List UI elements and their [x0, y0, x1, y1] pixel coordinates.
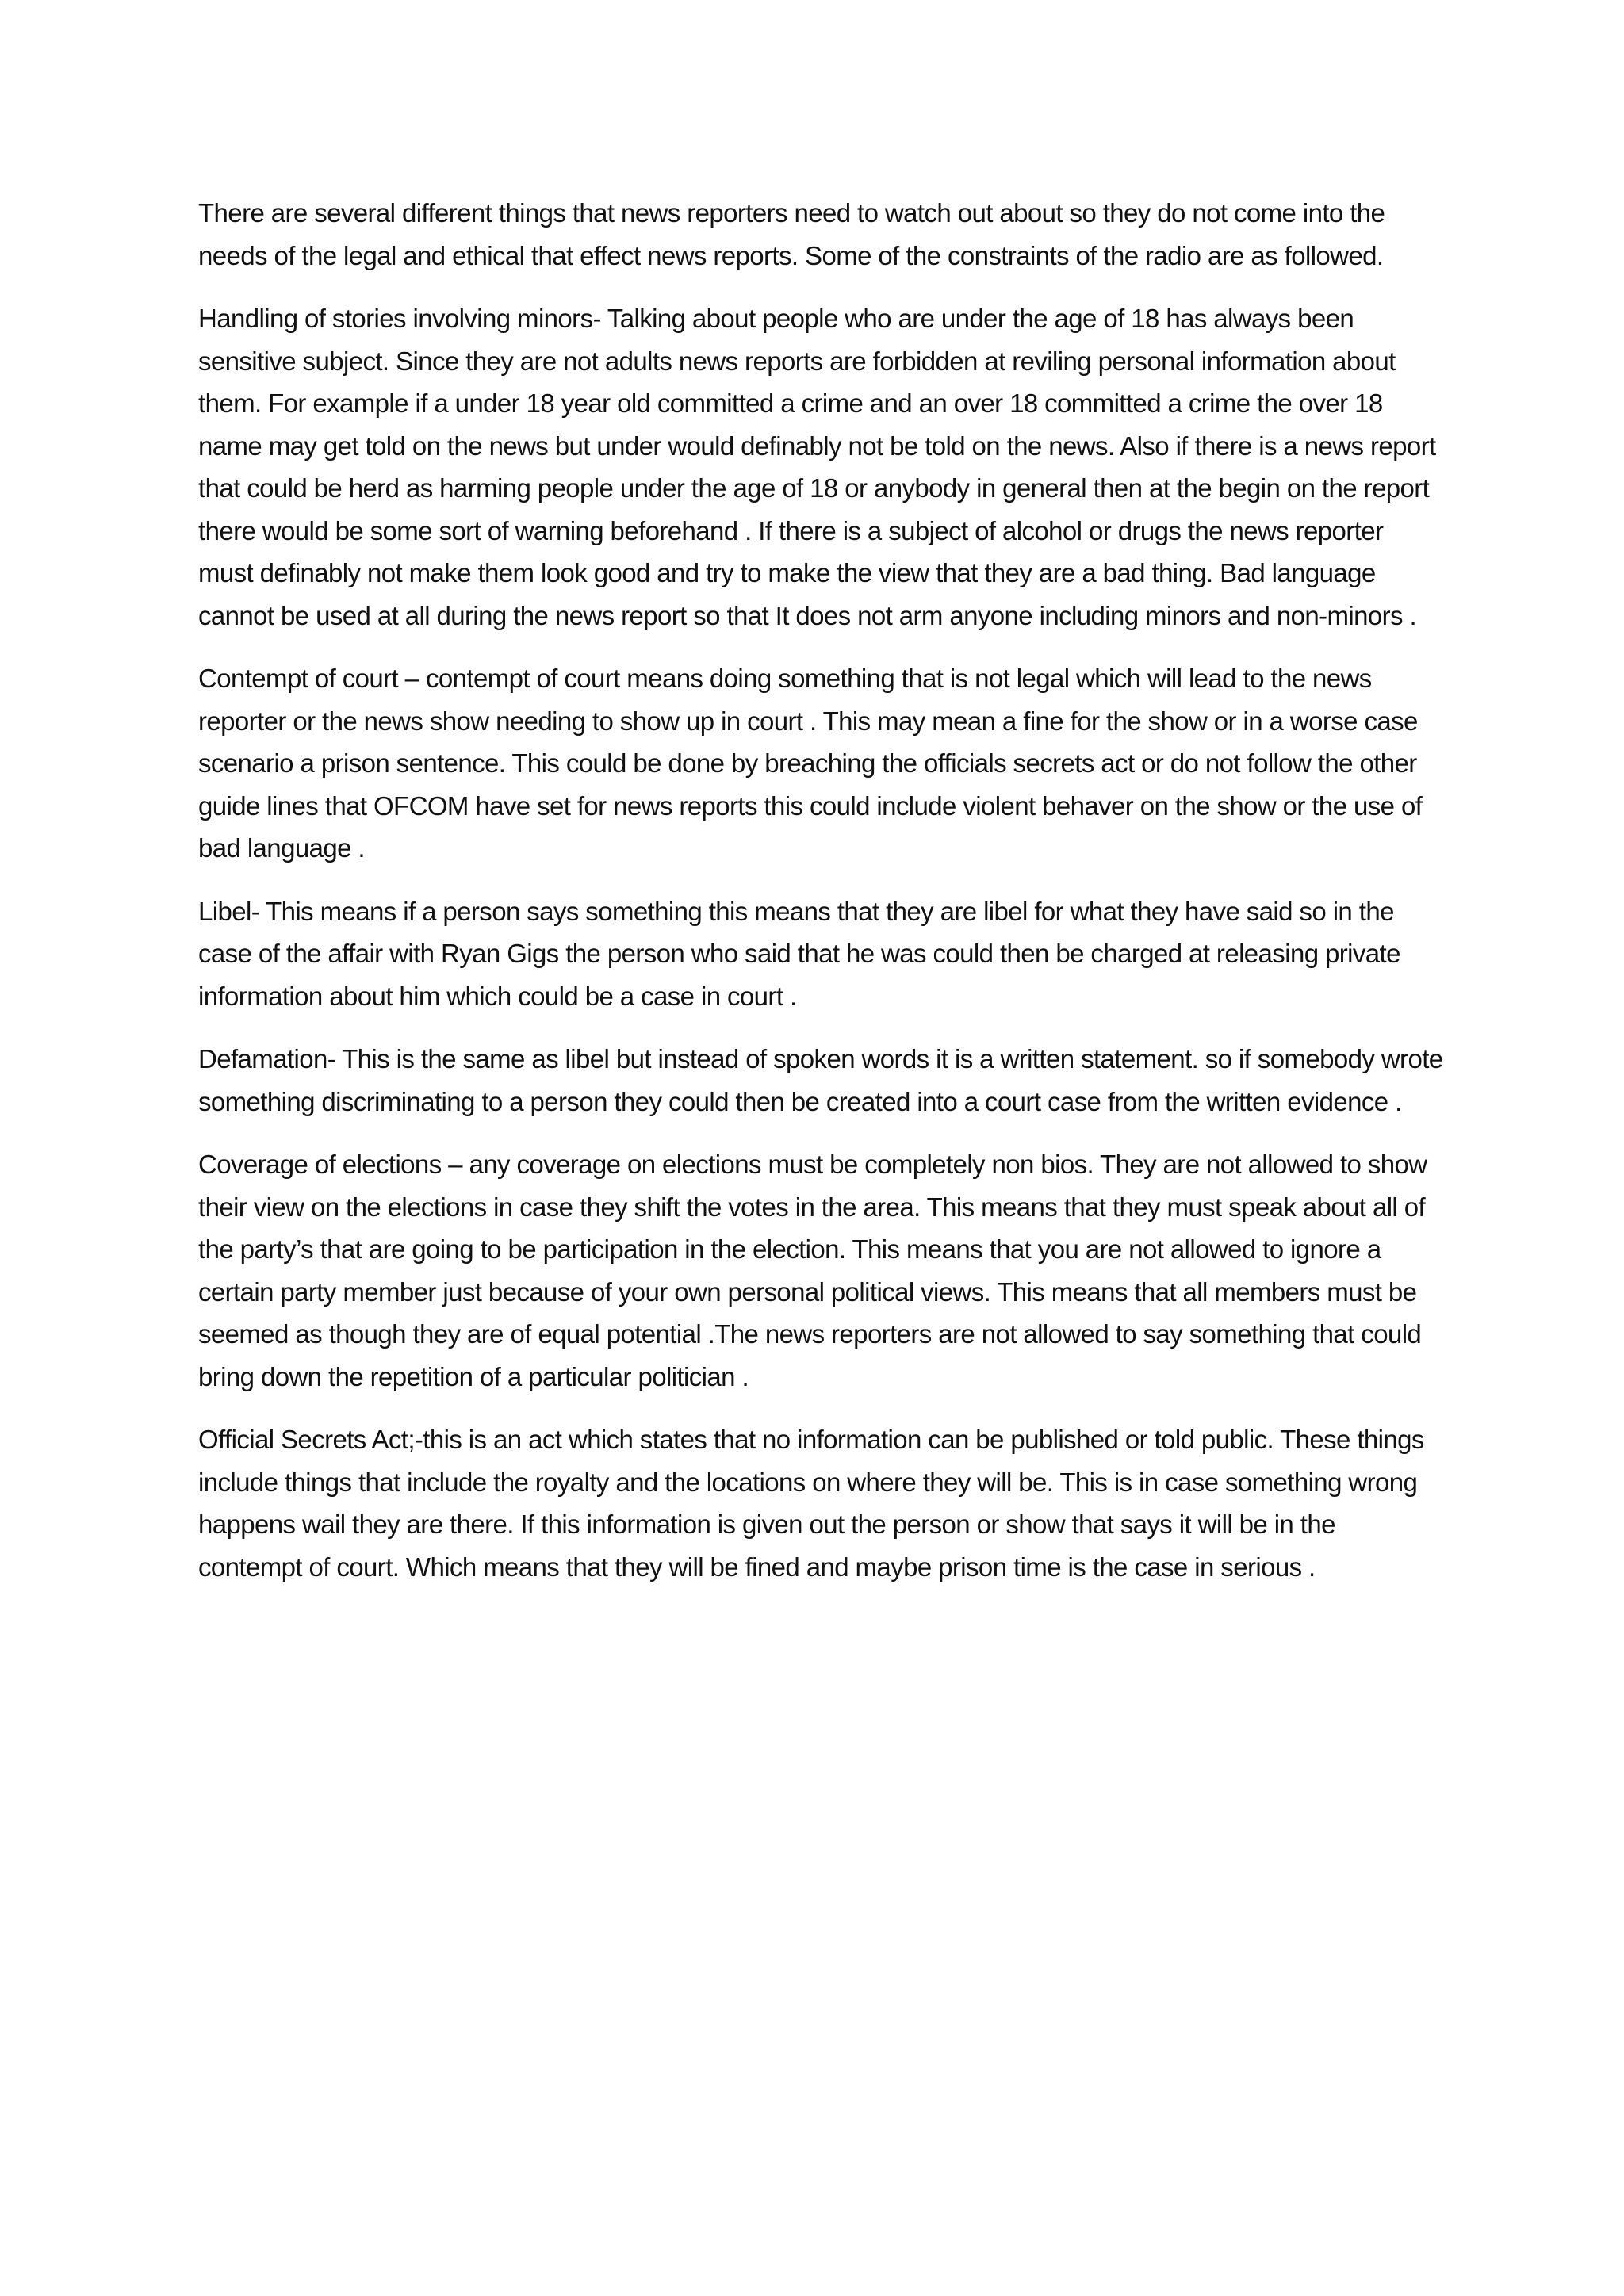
paragraph-libel: Libel- This means if a person says something this means that they are libel for what they have said so in the case of the affair with Ryan Gigs the person who said that he was could then be charged at releasing private information about him which could be a case in court . [198, 896, 1400, 1011]
paragraph-minors: Handling of stories involving minors- Talking about people who are under the age of 18 has always been sensitive subject. Since they are not adults news reports are forbidden at reviling personal information about them. For example if a under 18 year old committed a crime and an over 18 committed a crime the over 18 name may get told on the news but under would definably not be told on the news. Also if there is a news report that could be herd as harming people under the age of 18 or anybody in general then at the begin on the report there would be some sort of warning beforehand . If there is a subject of alcohol or drugs the news reporter must definably not make them look good and try to make the view that they are a bad thing. Bad language cannot be used at all during the news report so that It does not arm anyone including minors and non-minors . [198, 304, 1436, 630]
paragraph-defamation: Defamation- This is the same as libel but instead of spoken words it is a written statement. so if somebody wrote something discriminating to a person they could then be created into a court case from the written evidence . [198, 1044, 1443, 1116]
paragraph-contempt-of-court: Contempt of court – contempt of court means doing something that is not legal which will lead to the news reporter or the news show needing to show up in court . This may mean a fine for the show or in a worse case scenario a prison sentence. This could be done by breaching the officials secrets act or do not follow the other guide lines that OFCOM have set for news reports this could include violent behaver on the show or the use of bad language . [198, 664, 1423, 863]
document-body [198, 192, 1443, 1609]
paragraph-intro: There are several different things that news reporters need to watch out about so they do not come into the needs of the legal and ethical that effect news reports. Some of the constraints of the radio are as followed. [198, 198, 1385, 270]
paragraph-official-secrets-act: Official Secrets Act;-this is an act which states that no information can be published or told public. These things include things that include the royalty and the locations on where they will be. This is in case something wrong happens wail they are there. If this information is given out the person or show that says it will be in the contempt of court. Which means that they will be fined and maybe prison time is the case in serious . [198, 1425, 1424, 1582]
paragraph-elections: Coverage of elections – any coverage on elections must be completely non bios. They are not allowed to show their view on the elections in case they shift the votes in the area. This means that they must speak about all of the party’s that are going to be participation in the election. This means that you are not allowed to ignore a certain party member just because of your own personal political views. This means that all members must be seemed as though they are of equal potential .The news reporters are not allowed to say something that could bring down the repetition of a particular politician . [198, 1150, 1427, 1391]
